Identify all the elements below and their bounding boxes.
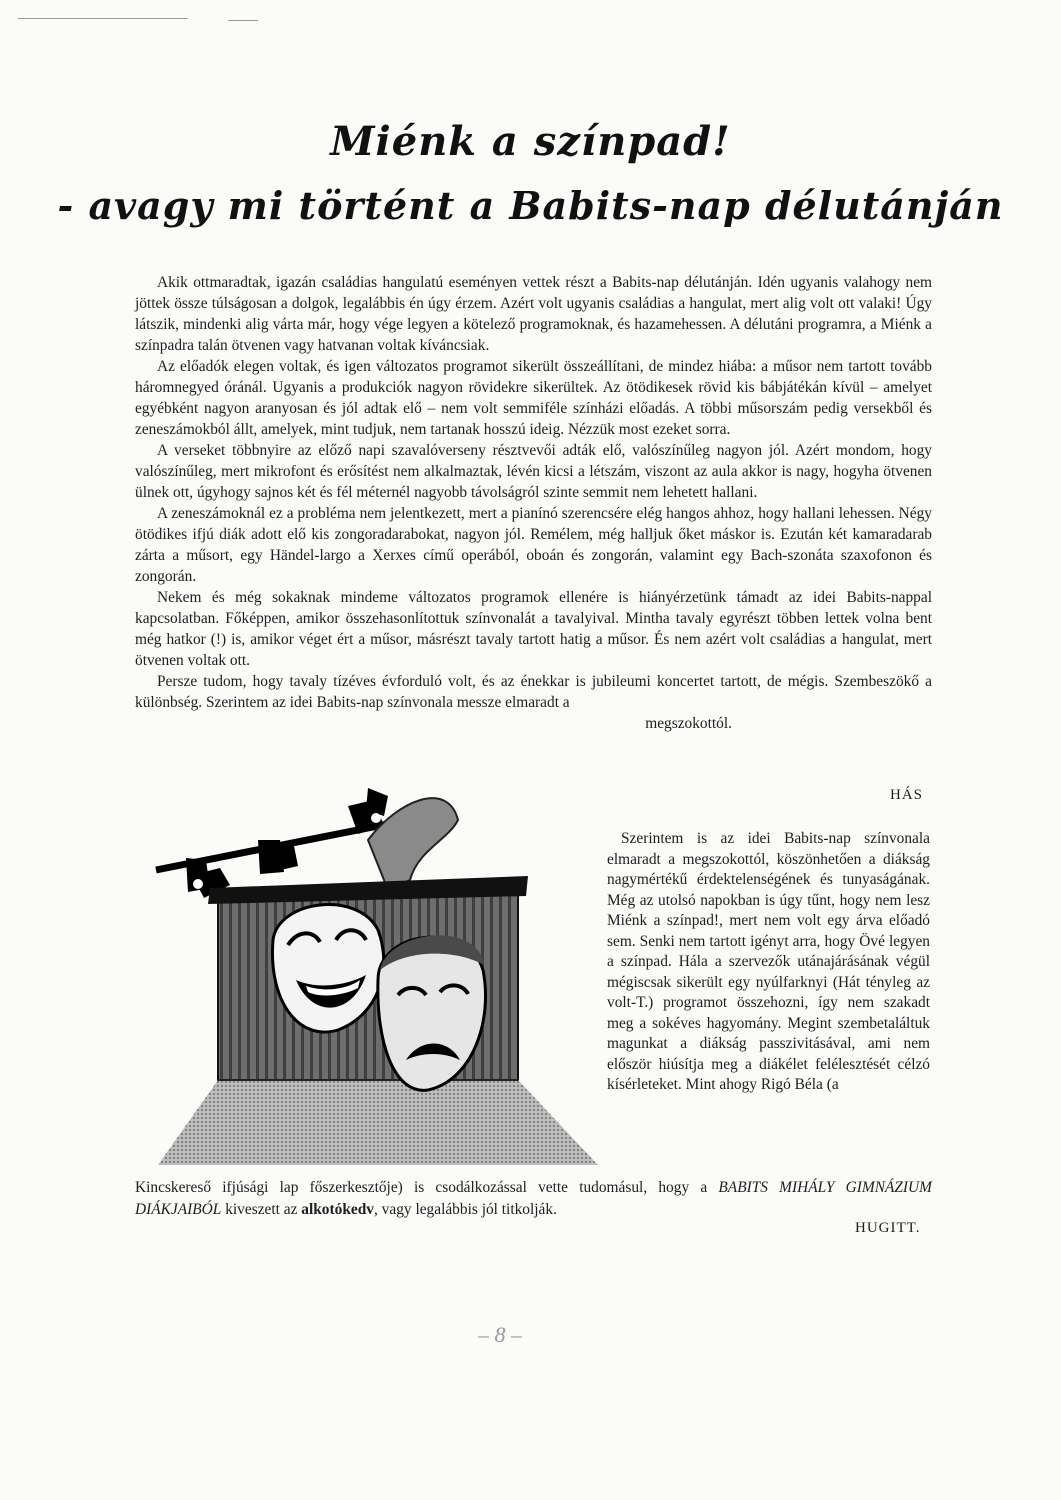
corner-dash — [228, 20, 258, 21]
continuation-text: kiveszett az — [225, 1200, 298, 1218]
bold-keyword: alkotókedv — [301, 1200, 374, 1218]
theatre-masks-icon — [148, 780, 598, 1165]
continuation-text: Kincskereső ifjúsági lap főszerkesztője) is csodálkozással vette tudomásul, hogy a — [135, 1179, 708, 1196]
page-title: Miénk a színpad! — [330, 118, 731, 165]
article-paragraph: Az előadók elegen voltak, és igen változatos programot sikerült összeállítani, de mindez hiába: a műsor nem tartott tovább háromnegyed óránál. Ugyanis a produkciók nagyon rövidekre sikerültek. Az ötödikesek rövid kis bábjátékán kívül – amelyet egyébként nagyon aranyosan és jól adtak elő – nem volt semmiféle színházi előadás. A többi műsorszám pedig versekből és zeneszámokból állt, amelyek, mint tudjuk, nem tartanak hosszú ideig. Nézzük most ezeket sorra. — [135, 358, 932, 438]
second-article-bottom — [135, 1177, 932, 1220]
article-paragraph: Persze tudom, hogy tavaly tízéves évforduló volt, és az énekkar is jubileumi koncertet tartott, de mégis. Szembeszökő a különbség. Szerintem az idei Babits-nap színvonala messze elmaradt a — [135, 673, 932, 711]
school-name-italic: BABITS MIHÁLY GIMNÁZIUM DIÁKJAIBÓL — [135, 1179, 932, 1218]
second-author-signature: HUGITT. — [855, 1220, 921, 1236]
second-article-paragraph: Szerintem is az idei Babits-nap színvonala elmaradt a megszokottól, köszönhetően a diákság nagymértékű érdektelenségének és tunyaságának. Még az utolsó napokban is úgy tűnt, hogy nem lesz Miénk a színpad!, mert nem volt egy árva előadó sem. Senki nem tartott igényt arra, hogy Övé legyen a színpad. Hála a szervezők utánajárásának végül mégiscsak sikerült egy nyúlfarknyi (Hát tényleg az volt-T.) programot összehozni, így nem szakadt meg a sokéves hagyomány. Megint szembetaláltuk magunkat a diákság passzivitásával, ami nem először hiúsítja meg a diákélet felélesztését célzó kísérleteket. Mint ahogy Rigó Béla (a — [607, 830, 930, 1093]
article-body — [135, 272, 932, 734]
second-article-side — [607, 829, 930, 1096]
author-signature: HÁS — [890, 787, 924, 803]
second-article-continuation — [135, 1177, 932, 1220]
article-paragraph: Akik ottmaradtak, igazán családias hangulatú eseményen vettek részt a Babits-nap délutánján. Idén ugyanis valahogy nem jöttek össze túlságosan a dolgok, legalábbis én úgy érzem. Azért volt ugyanis családias a hangulat, mert alig volt ott valaki! Úgy látszik, mindenki alig várta már, hogy vége legyen a kötelező programoknak, és hazamehessen. A délutáni programra, a Miénk a színpadra talán ötvenen vagy hatvanan voltak kíváncsiak. — [135, 274, 932, 354]
article-paragraph: A verseket többnyire az előző napi szavalóverseny résztvevői adták elő, valószínűleg nagyon jól. Azért mondom, hogy valószínűleg, mert mikrofont és erősítést nem alkalmaztak, lévén kicsi a létszám, viszont az aula akkor is nagy, hogyha ötvenen ülnek ott, úgyhogy sajnos két és fél méternél nagyobb távolságról szinte semmit nem lehetett hallani. — [135, 442, 932, 501]
article-paragraph: Nekem és még sokaknak mindeme változatos programok ellenére is hiányérzetünk támadt az idei Babits-nappal kapcsolatban. Főképpen, amikor összehasonlítottuk színvonalát a tavalyival. Mintha tavaly egyrészt többen lettek volna bent még hatkor (!) is, amikor véget ért a műsor, másrészt tavaly tartott hatig a műsor. És nem azért volt családias a hangulat, mert ötvenen voltak ott. — [135, 589, 932, 669]
page-number: – 8 – — [478, 1322, 522, 1347]
corner-line — [18, 18, 188, 19]
article-paragraph: A zeneszámoknál ez a probléma nem jelentkezett, mert a pianínó szerencsére elég hangos ahhoz, hogy hallani lehessen. Négy ötödikes ifjú diák adott elő kis zongoradarabokat, nagyon jól. Remélem, még halljuk őket máskor is. Ezután két kamaradarab zárta a műsort, egy Händel-largo a Xerxes című operából, oboán és zongorán, valamint egy Bach-szonáta szaxofonon és zongorán. — [135, 505, 932, 585]
page-subtitle: - avagy mi történt a Babits-nap délutánján — [57, 183, 1004, 228]
continuation-text: , vagy legalábbis jól titkolják. — [373, 1200, 557, 1218]
article-paragraph-end: megszokottól. — [645, 715, 732, 732]
